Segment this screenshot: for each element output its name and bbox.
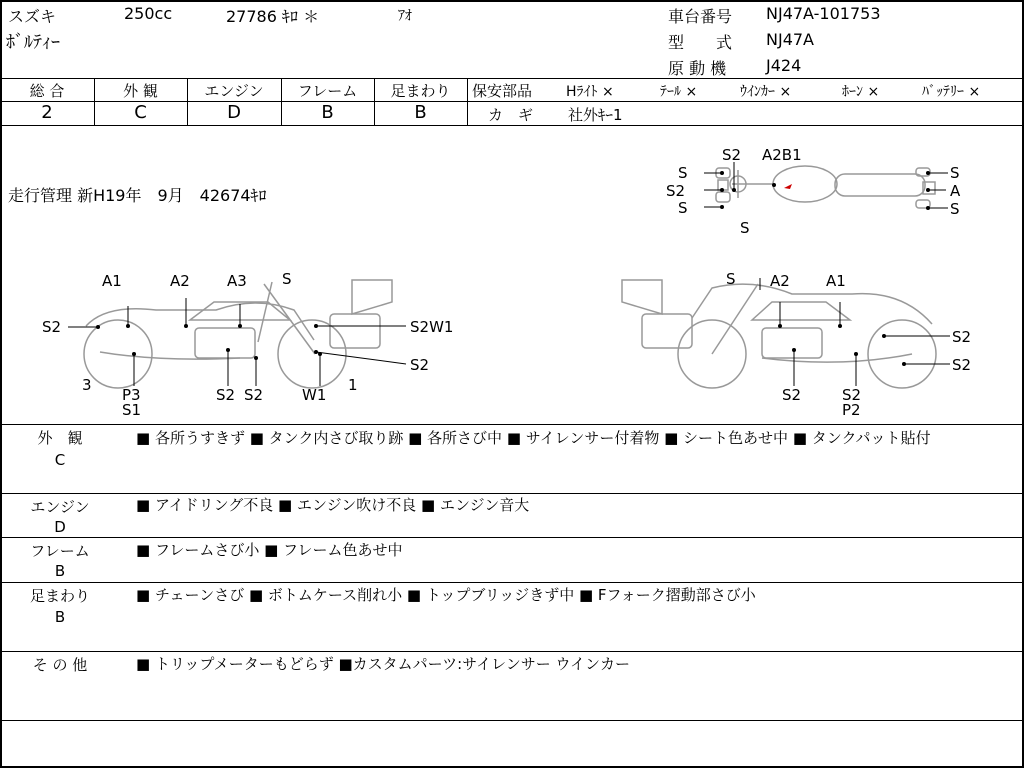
frame-grade-label: フレーム — [297, 82, 358, 100]
section-label-other: そ の 他 — [32, 656, 88, 674]
label: A2 — [170, 272, 190, 290]
frame-no: NJ47A-101753 — [766, 4, 881, 23]
section-divider — [0, 537, 1023, 538]
label: S1 — [122, 401, 142, 419]
label: S2 — [666, 182, 686, 200]
label: S — [950, 164, 960, 182]
label: S2 — [244, 386, 264, 404]
label: S2W1 — [410, 318, 454, 336]
type-label: 型 式 — [668, 33, 733, 52]
suspension-grade: B — [414, 102, 427, 123]
grade-divider — [467, 78, 468, 125]
section-divider — [0, 424, 1023, 425]
engine-grade: D — [227, 102, 241, 123]
overall-label: 総 合 — [29, 82, 65, 100]
safety-label: 保安部品 — [472, 82, 533, 100]
safety-item-headlight: Hﾗｲﾄ × — [566, 84, 614, 100]
exterior-grade: C — [134, 102, 147, 123]
grade-table-top — [0, 78, 1023, 79]
engine-label: 原 動 機 — [668, 59, 727, 78]
key-value: 社外ｷｰ1 — [568, 106, 623, 124]
label: A3 — [227, 272, 247, 290]
displacement: 250cc — [124, 4, 173, 23]
section-divider — [0, 651, 1023, 652]
section-text-suspension: ■ チェーンさび ■ ボトムケース削れ小 ■ トップブリッジきず中 ■ Fフォーク摺動部さび小 — [136, 586, 756, 604]
label: S — [678, 164, 688, 182]
color: ｱｵ — [398, 8, 412, 24]
top-border — [0, 0, 1023, 2]
label: A2B1 — [762, 146, 802, 164]
right-side-diagram — [612, 262, 992, 422]
section-divider — [0, 720, 1023, 721]
label: S2 — [722, 146, 742, 164]
type-value: NJ47A — [766, 30, 814, 49]
label: P2 — [842, 401, 861, 419]
section-divider — [0, 582, 1023, 583]
mileage-note: 走行管理 新H19年 9月 42674ｷﾛ — [8, 186, 267, 205]
suspension-grade-label: 足まわり — [390, 82, 451, 100]
safety-item-winker: ｳｲﾝｶｰ × — [740, 84, 792, 100]
section-grade-suspension: B — [54, 608, 66, 626]
safety-item-battery: ﾊﾞｯﾃﾘｰ × — [922, 84, 981, 100]
section-label-exterior: 外 観 — [37, 429, 83, 447]
label: 1 — [348, 376, 358, 394]
safety-mid — [468, 101, 1023, 102]
exterior-label: 外 観 — [123, 82, 158, 100]
section-label-engine: エンジン — [30, 498, 90, 516]
section-label-frame: フレーム — [30, 542, 90, 560]
engine-grade-label: エンジン — [204, 82, 264, 100]
model-name: ﾎﾞﾙﾃｨｰ — [6, 32, 60, 53]
label: S — [950, 200, 960, 218]
label: S2 — [952, 328, 972, 346]
section-text-other: ■ トリップメーターもどらず ■カスタムパーツ:サイレンサー ウインカー — [136, 655, 631, 673]
section-grade-engine: D — [54, 518, 66, 536]
engine-value: J424 — [766, 56, 802, 75]
overall-grade: 2 — [41, 102, 53, 123]
section-text-frame: ■ フレームさび小 ■ フレーム色あせ中 — [136, 541, 403, 559]
label: A — [950, 182, 961, 200]
label: S — [282, 270, 292, 288]
label: S2 — [42, 318, 62, 336]
label: A1 — [102, 272, 122, 290]
label: S — [678, 199, 688, 217]
grade-table-bottom — [0, 125, 1023, 126]
section-text-exterior: ■ 各所うすきず ■ タンク内さび取り跡 ■ 各所さび中 ■ サイレンサー付着物 ■ シート色あせ中 ■ タンクパット貼付 — [136, 429, 931, 447]
top-view-diagram — [660, 140, 980, 240]
label: A2 — [770, 272, 790, 290]
frame-no-label: 車台番号 — [668, 7, 733, 26]
odometer: 27786 ｷﾛ ＊ — [226, 7, 320, 26]
section-text-engine: ■ アイドリング不良 ■ エンジン吹け不良 ■ エンジン音大 — [136, 496, 530, 514]
label: S2 — [410, 356, 430, 374]
frame-grade: B — [321, 102, 334, 123]
maker: スズキ — [8, 7, 57, 26]
safety-item-horn: ﾎｰﾝ × — [842, 84, 880, 100]
label: A1 — [826, 272, 846, 290]
label: W1 — [302, 386, 327, 404]
label: S2 — [842, 386, 862, 404]
label: S2 — [952, 356, 972, 374]
label: S2 — [782, 386, 802, 404]
key-label: カ ギ — [488, 106, 534, 124]
section-grade-exterior: C — [54, 451, 66, 469]
section-label-suspension: 足まわり — [29, 587, 90, 605]
label: S — [726, 270, 736, 288]
label: 3 — [82, 376, 92, 394]
label: P3 — [122, 386, 141, 404]
label: S — [740, 219, 750, 237]
label: S2 — [216, 386, 236, 404]
safety-item-tail: ﾃｰﾙ × — [660, 84, 698, 100]
left-side-diagram — [30, 262, 470, 422]
section-grade-frame: B — [54, 562, 66, 580]
